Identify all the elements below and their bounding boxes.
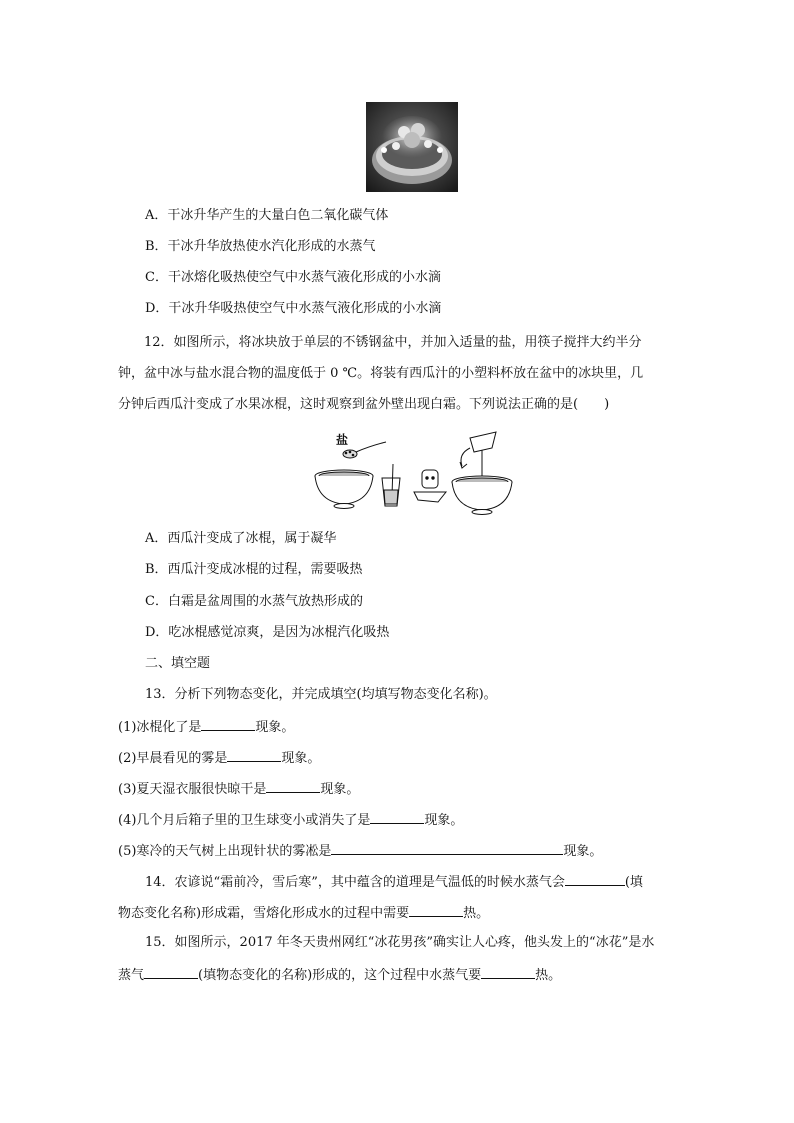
pouring-cup-icon <box>460 432 496 480</box>
boy-figure-icon <box>414 470 446 502</box>
answer-blank[interactable] <box>227 748 281 762</box>
dry-ice-photo <box>366 102 458 192</box>
q11-option-a: A．干冰升华产生的大量白色二氧化碳气体 <box>145 208 389 223</box>
answer-blank[interactable] <box>266 779 320 793</box>
q11-option-c: C．干冰熔化吸热使空气中水蒸气液化形成的小水滴 <box>145 270 441 285</box>
bowl-left-icon <box>315 470 373 509</box>
q14-line-2: 物态变化名称)形成霜，雪熔化形成水的过程中需要 热。 <box>118 903 489 923</box>
q12-option-a: A．西瓜汁变成了冰棍，属于凝华 <box>145 531 337 546</box>
salt-label: 盐 <box>336 433 349 447</box>
q12-stem-line-3: 分钟后西瓜汁变成了水果冰棍，这时观察到盆外壁出现白霜。下列说法正确的是( ) <box>118 397 610 412</box>
q12-stem <box>118 327 678 420</box>
q13-item-1: (1)冰棍化了是 现象。 <box>118 717 294 737</box>
q14-line-1: 14．农谚说“霜前冷，雪后寒”，其中蕴含的道理是气温低的时候水蒸气会 (填 <box>145 872 643 892</box>
cup-icon <box>382 464 400 506</box>
ice-salt-bowl-diagram <box>310 430 520 515</box>
answer-blank[interactable] <box>144 965 198 979</box>
q13-item-5: (5)寒冷的天气树上出现针状的雾凇是 现象。 <box>118 841 602 861</box>
answer-blank[interactable] <box>481 965 535 979</box>
q12-stem-line-1: 12．如图所示，将冰块放于单层的不锈钢盆中，并加入适量的盐，用筷子搅拌大约半分 <box>144 335 642 350</box>
section-title-fill-in: 二、填空题 <box>145 656 211 671</box>
q13-item-4: (4)几个月后箱子里的卫生球变小或消失了是 现象。 <box>118 810 463 830</box>
q13-item-3: (3)夏天湿衣服很快晾干是 现象。 <box>118 779 359 799</box>
q15-line-2: 蒸气 (填物态变化的名称)形成的，这个过程中水蒸气要 热。 <box>118 965 561 985</box>
answer-blank[interactable] <box>565 872 625 886</box>
q12-option-b: B．西瓜汁变成冰棍的过程，需要吸热 <box>145 562 363 577</box>
spoon-icon <box>343 442 386 458</box>
answer-blank[interactable] <box>370 810 424 824</box>
q12-option-c: C．白霜是盆周围的水蒸气放热形成的 <box>145 594 363 609</box>
q11-option-d: D．干冰升华吸热使空气中水蒸气液化形成的小水滴 <box>145 301 442 316</box>
q11-option-b: B．干冰升华放热使水汽化形成的水蒸气 <box>145 239 376 254</box>
bowl-right-icon <box>452 476 512 515</box>
answer-blank[interactable] <box>201 717 255 731</box>
q13-item-2: (2)早晨看见的雾是 现象。 <box>118 748 320 768</box>
answer-blank[interactable] <box>409 903 463 917</box>
q15-line-1: 15．如图所示，2017 年冬天贵州网红“冰花男孩”确实让人心疼，他头发上的“冰花”是水 <box>145 935 655 950</box>
q12-stem-line-2: 钟，盆中冰与盐水混合物的温度低于 0 ℃。将装有西瓜汁的小塑料杯放在盆中的冰块里，几 <box>118 366 644 381</box>
q13-stem: 13．分析下列物态变化，并完成填空(均填写物态变化名称)。 <box>145 687 497 702</box>
q12-option-d: D．吃冰棍感觉凉爽，是因为冰棍汽化吸热 <box>145 625 390 640</box>
answer-blank[interactable] <box>331 841 563 855</box>
